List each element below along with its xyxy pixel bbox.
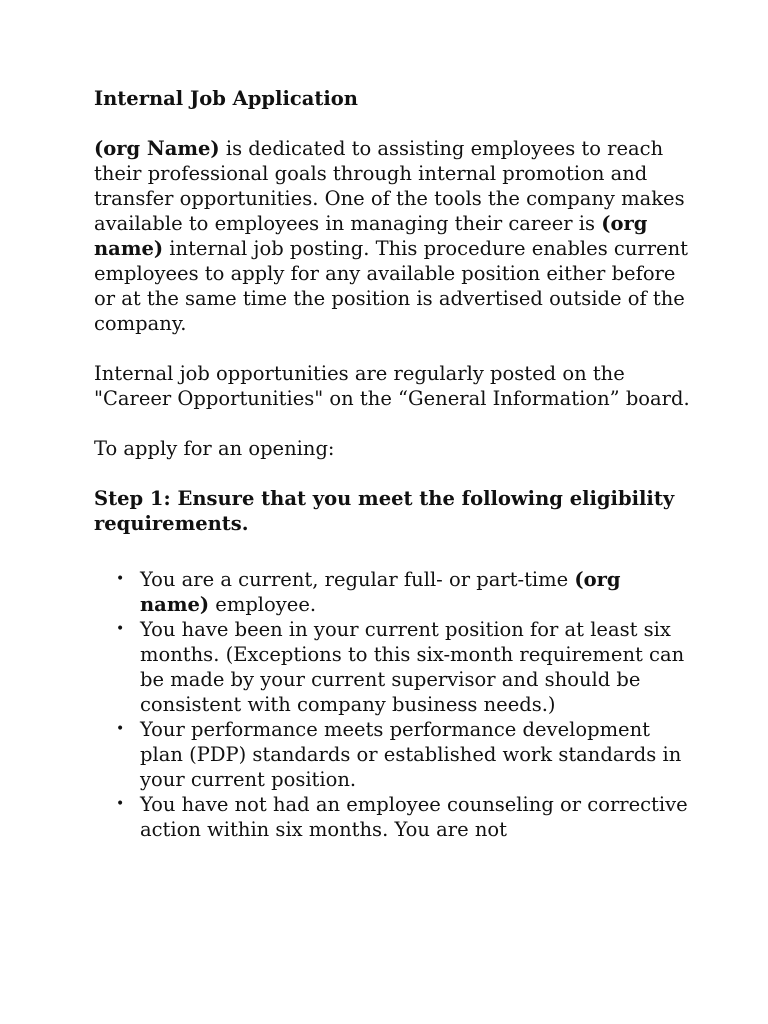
requirement-text: You have not had an employee counseling or corrective action within six months. You are not bbox=[140, 793, 688, 841]
org-name-bold: (org Name) bbox=[94, 137, 220, 160]
list-item bbox=[94, 792, 694, 842]
step-1-heading: Step 1: Ensure that you meet the following eligibility requirements. bbox=[94, 487, 675, 535]
intro-text: internal job posting. This procedure enables current employees to apply for any available position either before or at the same time the position is advertised outside of the company. bbox=[94, 237, 688, 335]
bullet-icon: • bbox=[116, 571, 125, 587]
apply-intro: To apply for an opening: bbox=[94, 437, 335, 460]
list-item bbox=[94, 717, 694, 792]
list-item bbox=[94, 617, 694, 717]
postings-paragraph: Internal job opportunities are regularly posted on the "Career Opportunities" on the “General Information” board. bbox=[94, 362, 690, 410]
requirement-text: employee. bbox=[209, 593, 317, 616]
bullet-icon: • bbox=[116, 721, 125, 737]
org-name-bold: (org name) bbox=[140, 568, 621, 616]
bullet-icon: • bbox=[116, 621, 125, 637]
intro-paragraph bbox=[94, 136, 694, 336]
org-name-bold: (org name) bbox=[94, 212, 648, 260]
document-page bbox=[94, 86, 694, 842]
list-item bbox=[94, 567, 694, 617]
requirement-text: You are a current, regular full- or part-time bbox=[140, 568, 575, 591]
requirements-list bbox=[94, 567, 694, 842]
bullet-icon: • bbox=[116, 796, 125, 812]
requirement-text: You have been in your current position for at least six months. (Exceptions to this six-month requirement can be made by your current supervisor and should be consistent with company business needs.) bbox=[140, 618, 685, 716]
intro-text: is dedicated to assisting employees to reach their professional goals through internal promotion and transfer opportunities. One of the tools the company makes available to employees in managing their career is bbox=[94, 137, 685, 235]
requirement-text: Your performance meets performance development plan (PDP) standards or established work standards in your current position. bbox=[140, 718, 682, 791]
document-title: Internal Job Application bbox=[94, 87, 358, 110]
